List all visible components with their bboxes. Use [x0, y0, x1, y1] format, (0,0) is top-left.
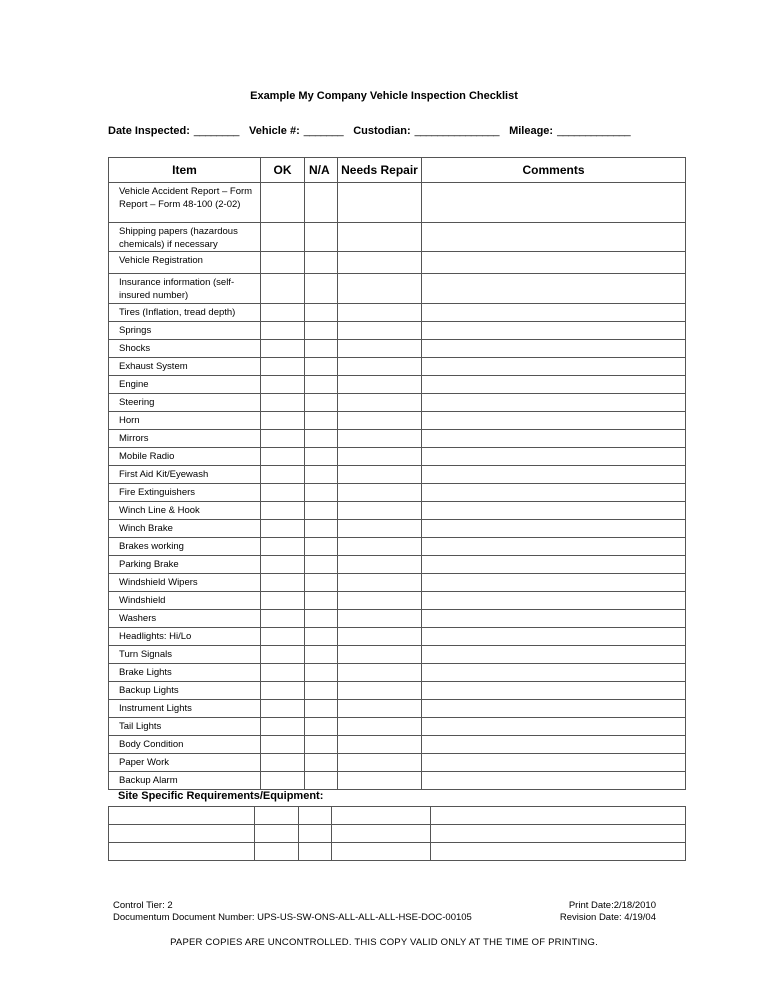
checklist-item-label: Winch Brake — [109, 520, 261, 538]
date-inspected-blank: ________ — [193, 125, 239, 137]
ok-cell[interactable] — [261, 412, 305, 430]
needs-repair-cell[interactable] — [338, 736, 422, 754]
column-header-item: Item — [109, 158, 261, 183]
checklist-item-label: Washers — [109, 610, 261, 628]
checklist-item-label: Parking Brake — [109, 556, 261, 574]
na-cell[interactable] — [305, 736, 338, 754]
ok-cell[interactable] — [261, 664, 305, 682]
column-header-comments: Comments — [422, 158, 686, 183]
vehicle-number-label: Vehicle #: — [249, 125, 300, 137]
checklist-item-label: Backup Lights — [109, 682, 261, 700]
table-header-row — [109, 158, 686, 183]
ok-cell[interactable] — [261, 430, 305, 448]
table-row — [109, 682, 686, 700]
ok-cell[interactable] — [261, 466, 305, 484]
comments-cell[interactable] — [422, 520, 686, 538]
checklist-body — [109, 183, 686, 790]
needs-repair-cell[interactable] — [338, 394, 422, 412]
ok-cell[interactable] — [261, 484, 305, 502]
custodian-blank: _______________ — [414, 125, 499, 137]
site-specific-cell[interactable] — [255, 825, 299, 843]
na-cell[interactable] — [305, 574, 338, 592]
site-specific-cell[interactable] — [332, 825, 431, 843]
na-cell[interactable] — [305, 610, 338, 628]
site-specific-row — [109, 843, 686, 861]
checklist-item-label: Shocks — [109, 340, 261, 358]
na-cell[interactable] — [305, 304, 338, 322]
site-specific-cell[interactable] — [299, 807, 332, 825]
ok-cell[interactable] — [261, 448, 305, 466]
na-cell[interactable] — [305, 592, 338, 610]
site-specific-cell[interactable] — [431, 807, 686, 825]
na-cell[interactable] — [305, 772, 338, 790]
ok-cell[interactable] — [261, 772, 305, 790]
comments-cell[interactable] — [422, 736, 686, 754]
table-row — [109, 772, 686, 790]
checklist-item-label: Body Condition — [109, 736, 261, 754]
needs-repair-cell[interactable] — [338, 448, 422, 466]
na-cell[interactable] — [305, 430, 338, 448]
table-row — [109, 610, 686, 628]
comments-cell[interactable] — [422, 223, 686, 252]
checklist-item-label: Tires (Inflation, tread depth) — [109, 304, 261, 322]
na-cell[interactable] — [305, 183, 338, 223]
table-row — [109, 252, 686, 274]
table-row — [109, 736, 686, 754]
table-row — [109, 394, 686, 412]
table-row — [109, 322, 686, 340]
site-specific-cell[interactable] — [431, 825, 686, 843]
table-row — [109, 664, 686, 682]
checklist-item-label: Exhaust System — [109, 358, 261, 376]
needs-repair-cell[interactable] — [338, 772, 422, 790]
na-cell[interactable] — [305, 646, 338, 664]
site-specific-cell[interactable] — [109, 843, 255, 861]
ok-cell[interactable] — [261, 592, 305, 610]
na-cell[interactable] — [305, 394, 338, 412]
ok-cell[interactable] — [261, 574, 305, 592]
comments-cell[interactable] — [422, 754, 686, 772]
needs-repair-cell[interactable] — [338, 484, 422, 502]
column-header-ok: OK — [261, 158, 305, 183]
comments-cell[interactable] — [422, 772, 686, 790]
needs-repair-cell[interactable] — [338, 376, 422, 394]
na-cell[interactable] — [305, 754, 338, 772]
needs-repair-cell[interactable] — [338, 682, 422, 700]
comments-cell[interactable] — [422, 376, 686, 394]
table-row — [109, 718, 686, 736]
needs-repair-cell[interactable] — [338, 664, 422, 682]
table-row — [109, 538, 686, 556]
ok-cell[interactable] — [261, 736, 305, 754]
comments-cell[interactable] — [422, 340, 686, 358]
site-specific-cell[interactable] — [109, 825, 255, 843]
comments-cell[interactable] — [422, 322, 686, 340]
site-specific-row — [109, 825, 686, 843]
table-row — [109, 466, 686, 484]
na-cell[interactable] — [305, 538, 338, 556]
ok-cell[interactable] — [261, 322, 305, 340]
table-row — [109, 223, 686, 252]
table-row — [109, 700, 686, 718]
site-specific-cell[interactable] — [255, 843, 299, 861]
na-cell[interactable] — [305, 466, 338, 484]
needs-repair-cell[interactable] — [338, 223, 422, 252]
checklist-item-label: Vehicle Accident Report – Form Report – Form 48-100 (2-02) — [109, 183, 261, 223]
comments-cell[interactable] — [422, 610, 686, 628]
site-specific-body — [109, 807, 686, 861]
na-cell[interactable] — [305, 718, 338, 736]
needs-repair-cell[interactable] — [338, 340, 422, 358]
table-row — [109, 628, 686, 646]
checklist-item-label: Engine — [109, 376, 261, 394]
checklist-item-label: Instrument Lights — [109, 700, 261, 718]
ok-cell[interactable] — [261, 358, 305, 376]
ok-cell[interactable] — [261, 223, 305, 252]
na-cell[interactable] — [305, 664, 338, 682]
na-cell[interactable] — [305, 412, 338, 430]
na-cell[interactable] — [305, 322, 338, 340]
site-specific-table — [108, 806, 686, 861]
table-row — [109, 183, 686, 223]
na-cell[interactable] — [305, 682, 338, 700]
checklist-item-label: Vehicle Registration — [109, 252, 261, 274]
ok-cell[interactable] — [261, 394, 305, 412]
checklist-item-label: Brakes working — [109, 538, 261, 556]
checklist-item-label: Steering — [109, 394, 261, 412]
checklist-item-label: Mirrors — [109, 430, 261, 448]
needs-repair-cell[interactable] — [338, 610, 422, 628]
needs-repair-cell[interactable] — [338, 592, 422, 610]
checklist-item-label: Brake Lights — [109, 664, 261, 682]
na-cell[interactable] — [305, 340, 338, 358]
needs-repair-cell[interactable] — [338, 520, 422, 538]
needs-repair-cell[interactable] — [338, 183, 422, 223]
ok-cell[interactable] — [261, 274, 305, 304]
checklist-item-label: Backup Alarm — [109, 772, 261, 790]
comments-cell[interactable] — [422, 466, 686, 484]
ok-cell[interactable] — [261, 628, 305, 646]
checklist-item-label: Springs — [109, 322, 261, 340]
comments-cell[interactable] — [422, 394, 686, 412]
table-row — [109, 592, 686, 610]
revision-date: Revision Date: 4/19/04 — [559, 912, 656, 923]
site-specific-cell[interactable] — [332, 843, 431, 861]
comments-cell[interactable] — [422, 183, 686, 223]
comments-cell[interactable] — [422, 358, 686, 376]
site-specific-cell[interactable] — [299, 825, 332, 843]
comments-cell[interactable] — [422, 700, 686, 718]
checklist-item-label: Headlights: Hi/Lo — [109, 628, 261, 646]
table-row — [109, 274, 686, 304]
site-specific-label: Site Specific Requirements/Equipment: — [118, 790, 324, 802]
needs-repair-cell[interactable] — [338, 430, 422, 448]
needs-repair-cell[interactable] — [338, 322, 422, 340]
ok-cell[interactable] — [261, 718, 305, 736]
needs-repair-cell[interactable] — [338, 252, 422, 274]
na-cell[interactable] — [305, 628, 338, 646]
na-cell[interactable] — [305, 484, 338, 502]
ok-cell[interactable] — [261, 376, 305, 394]
needs-repair-cell[interactable] — [338, 538, 422, 556]
ok-cell[interactable] — [261, 304, 305, 322]
mileage-blank: _____________ — [557, 125, 631, 137]
table-row — [109, 376, 686, 394]
document-number: Documentum Document Number: UPS-US-SW-ONS-ALL-ALL-ALL-HSE-DOC-00105 — [113, 912, 472, 923]
comments-cell[interactable] — [422, 538, 686, 556]
ok-cell[interactable] — [261, 502, 305, 520]
table-row — [109, 340, 686, 358]
checklist-item-label: Horn — [109, 412, 261, 430]
comments-cell[interactable] — [422, 502, 686, 520]
comments-cell[interactable] — [422, 682, 686, 700]
comments-cell[interactable] — [422, 304, 686, 322]
comments-cell[interactable] — [422, 664, 686, 682]
footer-right — [520, 900, 656, 924]
ok-cell[interactable] — [261, 682, 305, 700]
header-fields — [108, 125, 634, 137]
comments-cell[interactable] — [422, 412, 686, 430]
needs-repair-cell[interactable] — [338, 412, 422, 430]
checklist-item-label: Shipping papers (hazardous chemicals) if necessary — [109, 223, 261, 252]
checklist-item-label: Tail Lights — [109, 718, 261, 736]
table-row — [109, 556, 686, 574]
inspection-checklist-table — [108, 157, 686, 790]
checklist-item-label: First Aid Kit/Eyewash — [109, 466, 261, 484]
document-title: Example My Company Vehicle Inspection Checklist — [250, 90, 518, 102]
checklist-item-label: Windshield — [109, 592, 261, 610]
na-cell[interactable] — [305, 376, 338, 394]
needs-repair-cell[interactable] — [338, 754, 422, 772]
control-tier: Control Tier: 2 — [113, 900, 173, 911]
na-cell[interactable] — [305, 448, 338, 466]
column-header-na: N/A — [305, 158, 338, 183]
na-cell[interactable] — [305, 252, 338, 274]
ok-cell[interactable] — [261, 610, 305, 628]
checklist-item-label: Windshield Wipers — [109, 574, 261, 592]
needs-repair-cell[interactable] — [338, 700, 422, 718]
needs-repair-cell[interactable] — [338, 718, 422, 736]
ok-cell[interactable] — [261, 700, 305, 718]
needs-repair-cell[interactable] — [338, 502, 422, 520]
ok-cell[interactable] — [261, 556, 305, 574]
table-row — [109, 574, 686, 592]
table-row — [109, 520, 686, 538]
ok-cell[interactable] — [261, 252, 305, 274]
na-cell[interactable] — [305, 358, 338, 376]
na-cell[interactable] — [305, 700, 338, 718]
uncontrolled-copy-notice: PAPER COPIES ARE UNCONTROLLED. THIS COPY VALID ONLY AT THE TIME OF PRINTING. — [170, 937, 598, 948]
site-specific-cell[interactable] — [255, 807, 299, 825]
needs-repair-cell[interactable] — [338, 628, 422, 646]
site-specific-cell[interactable] — [299, 843, 332, 861]
table-row — [109, 412, 686, 430]
needs-repair-cell[interactable] — [338, 574, 422, 592]
site-specific-cell[interactable] — [332, 807, 431, 825]
comments-cell[interactable] — [422, 274, 686, 304]
comments-cell[interactable] — [422, 484, 686, 502]
na-cell[interactable] — [305, 556, 338, 574]
site-specific-cell[interactable] — [431, 843, 686, 861]
print-date: Print Date:2/18/2010 — [568, 900, 656, 911]
table-row — [109, 358, 686, 376]
comments-cell[interactable] — [422, 574, 686, 592]
checklist-item-label: Fire Extinguishers — [109, 484, 261, 502]
date-inspected-label: Date Inspected: — [108, 125, 190, 137]
comments-cell[interactable] — [422, 556, 686, 574]
ok-cell[interactable] — [261, 646, 305, 664]
checklist-item-label: Paper Work — [109, 754, 261, 772]
site-specific-cell[interactable] — [109, 807, 255, 825]
vehicle-number-blank: _______ — [303, 125, 344, 137]
comments-cell[interactable] — [422, 592, 686, 610]
na-cell[interactable] — [305, 502, 338, 520]
needs-repair-cell[interactable] — [338, 466, 422, 484]
checklist-item-label: Insurance information (self-insured number) — [109, 274, 261, 304]
site-specific-row — [109, 807, 686, 825]
comments-cell[interactable] — [422, 448, 686, 466]
comments-cell[interactable] — [422, 628, 686, 646]
na-cell[interactable] — [305, 223, 338, 252]
checklist-item-label: Turn Signals — [109, 646, 261, 664]
ok-cell[interactable] — [261, 754, 305, 772]
checklist-item-label: Mobile Radio — [109, 448, 261, 466]
table-row — [109, 484, 686, 502]
table-row — [109, 430, 686, 448]
comments-cell[interactable] — [422, 252, 686, 274]
comments-cell[interactable] — [422, 718, 686, 736]
comments-cell[interactable] — [422, 646, 686, 664]
needs-repair-cell[interactable] — [338, 556, 422, 574]
column-header-needs-repair: Needs Repair — [338, 158, 422, 183]
needs-repair-cell[interactable] — [338, 274, 422, 304]
table-row — [109, 304, 686, 322]
ok-cell[interactable] — [261, 183, 305, 223]
table-row — [109, 646, 686, 664]
needs-repair-cell[interactable] — [338, 646, 422, 664]
table-row — [109, 448, 686, 466]
footer-left — [113, 900, 472, 924]
custodian-label: Custodian: — [353, 125, 411, 137]
ok-cell[interactable] — [261, 520, 305, 538]
needs-repair-cell[interactable] — [338, 304, 422, 322]
table-row — [109, 754, 686, 772]
ok-cell[interactable] — [261, 340, 305, 358]
ok-cell[interactable] — [261, 538, 305, 556]
needs-repair-cell[interactable] — [338, 358, 422, 376]
mileage-label: Mileage: — [509, 125, 554, 137]
na-cell[interactable] — [305, 274, 338, 304]
checklist-item-label: Winch Line & Hook — [109, 502, 261, 520]
comments-cell[interactable] — [422, 430, 686, 448]
na-cell[interactable] — [305, 520, 338, 538]
table-row — [109, 502, 686, 520]
